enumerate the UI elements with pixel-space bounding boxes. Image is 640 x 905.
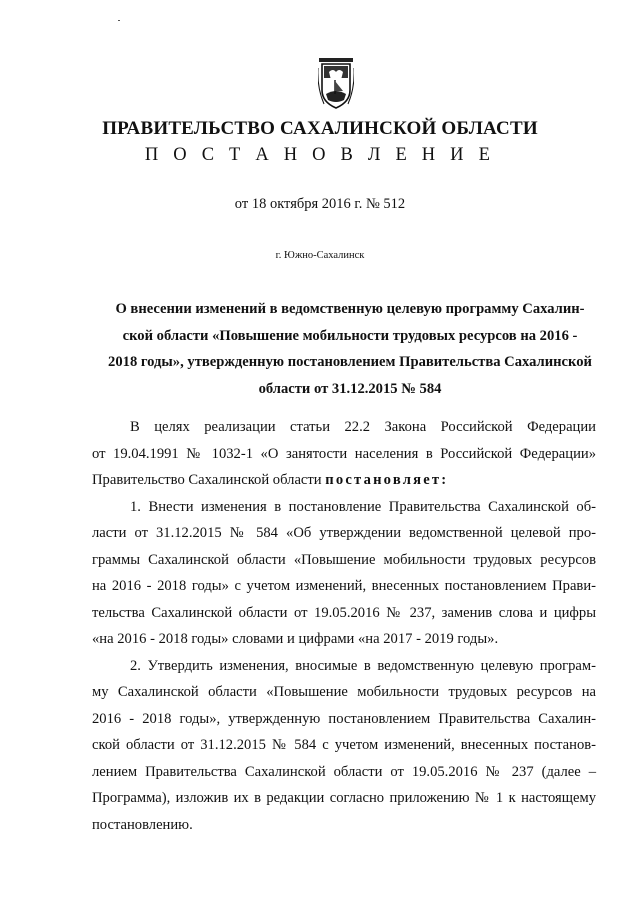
preamble-paragraph bbox=[92, 414, 596, 494]
document-date-number: от 18 октября 2016 г. № 512 bbox=[234, 196, 406, 212]
item-2-line: постановлению. bbox=[92, 816, 193, 833]
document-body bbox=[92, 414, 596, 838]
title-line: 2018 годы», утвержденную постановлением Правительства Сахалинской bbox=[108, 354, 592, 370]
organization-name: ПРАВИТЕЛЬСТВО САХАЛИНСКОЙ ОБЛАСТИ bbox=[102, 118, 538, 139]
item-1-line: 1. Внести изменения в постановление Правительства Сахалинской об- bbox=[130, 498, 596, 515]
item-1-line: тельства Сахалинской области от 19.05.2016 № 237, заменив слова и цифры bbox=[92, 604, 596, 621]
preamble-line: В целях реализации статьи 22.2 Закона Российской Федерации bbox=[130, 419, 596, 435]
title-line: области от 31.12.2015 № 584 bbox=[258, 380, 442, 397]
title-line: О внесении изменений в ведомственную целевую программу Сахалин- bbox=[115, 301, 585, 317]
item-1-line: на 2016 - 2018 годы» с учетом изменений, внесенных постановлением Прави- bbox=[92, 578, 596, 594]
item-1-line: граммы Сахалинской области «Повышение мобильности трудовых ресурсов bbox=[92, 551, 596, 568]
document-type: П О С Т А Н О В Л Е Н И Е bbox=[144, 145, 496, 165]
title-line: ской области «Повышение мобильности трудовых ресурсов на 2016 - bbox=[122, 327, 578, 344]
document-title bbox=[92, 299, 608, 405]
decision-word: постановляет: bbox=[325, 472, 449, 488]
preamble-line bbox=[92, 467, 596, 494]
document-city: г. Южно-Сахалинск bbox=[275, 250, 365, 261]
preamble-subject: Правительство Сахалинской области bbox=[92, 472, 326, 488]
item-2-line: 2. Утвердить изменения, вносимые в ведомственную целевую програм- bbox=[130, 657, 596, 674]
preamble-line: от 19.04.1991 № 1032-1 «О занятости населения в Российской Федерации» bbox=[92, 445, 596, 462]
item-1-line: «на 2016 - 2018 годы» словами и цифрами «на 2017 - 2019 годы». bbox=[92, 631, 499, 647]
item-1-line: ласти от 31.12.2015 № 584 «Об утверждении ведомственной целевой про- bbox=[92, 525, 596, 541]
item-2-line: ской области от 31.12.2015 № 584 с учетом изменений, внесенных постанов- bbox=[92, 737, 596, 753]
item-2-line: лением Правительства Сахалинской области от 19.05.2016 № 237 (далее – bbox=[92, 763, 596, 780]
scan-mark bbox=[118, 20, 120, 21]
coat-of-arms-icon bbox=[318, 58, 354, 110]
item-2-paragraph bbox=[92, 653, 596, 839]
item-2-line: Программа), изложив их в редакции согласно приложению № 1 к настоящему bbox=[92, 790, 596, 806]
item-2-line: 2016 - 2018 годы», утвержденную постановлением Правительства Сахалин- bbox=[92, 710, 596, 727]
item-2-line: му Сахалинской области «Повышение мобильности трудовых ресурсов на bbox=[92, 684, 596, 700]
item-1-paragraph bbox=[92, 494, 596, 653]
